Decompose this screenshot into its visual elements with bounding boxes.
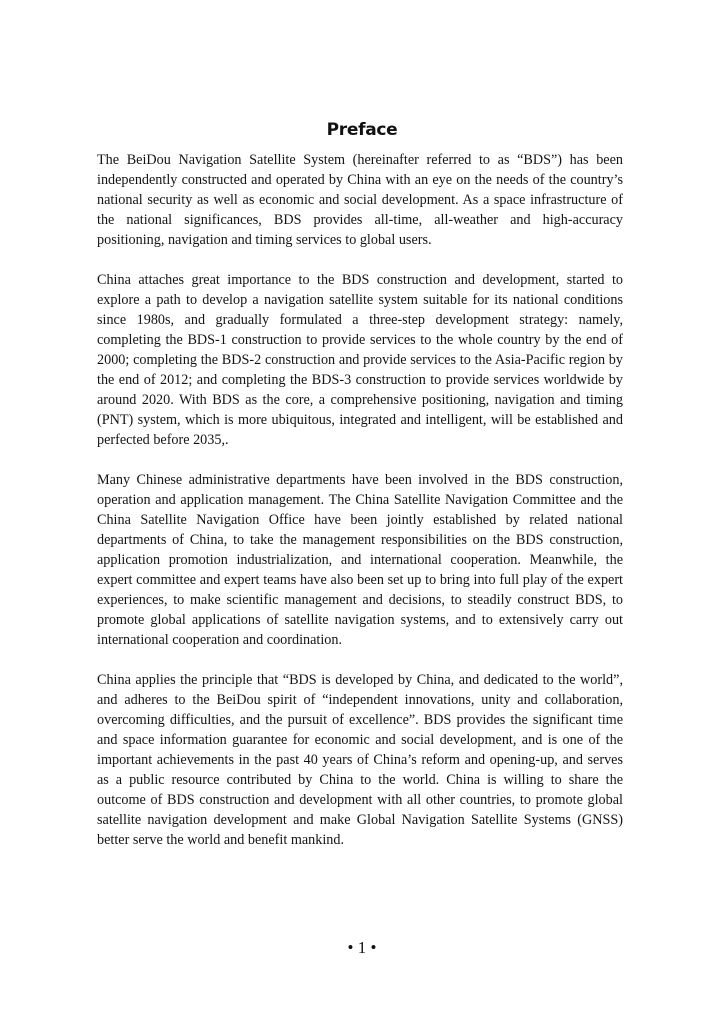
page-title: Preface: [326, 120, 398, 140]
page-number: • 1 •: [347, 938, 377, 957]
paragraph-intro: The BeiDou Navigation Satellite System (hereinafter referred to as “BDS”) has been independently constructed and operated by China with an eye on the needs of the country’s national security as well as economic and social development. As a space infrastructure of the national significances, BDS provides all-time, all-weather and high-accuracy positioning, navigation and timing services to global users.: [97, 152, 623, 248]
document-body: [97, 150, 623, 870]
paragraph-principle: China applies the principle that “BDS is developed by China, and dedicated to the world”, and adheres to the BeiDou spirit of “independent innovations, unity and collaboration, overcoming difficulties, and the pursuit of excellence”. BDS provides the significant time and space information guarantee for economic and social development, and is one of the important achievements in the past 40 years of China’s reform and opening-up, and serves as a public resource contributed by China to the world. China is willing to share the outcome of BDS construction and development with all other countries, to promote global satellite navigation development and make Global Navigation Satellite Systems (GNSS) better serve the world and benefit mankind.: [97, 672, 623, 848]
paragraph-development-strategy: China attaches great importance to the BDS construction and development, started to explore a path to develop a navigation satellite system suitable for its national conditions since 1980s, and gradually formulated a three-step development strategy: namely, completing the BDS-1 construction to provide services to the whole country by the end of 2000; completing the BDS-2 construction and provide services to the Asia-Pacific region by the end of 2012; and completing the BDS-3 construction to provide services worldwide by around 2020. With BDS as the core, a comprehensive positioning, navigation and timing (PNT) system, which is more ubiquitous, integrated and intelligent, will be established and perfected before 2035,.: [97, 272, 623, 448]
paragraph-administration: Many Chinese administrative departments have been involved in the BDS construction, operation and application management. The China Satellite Navigation Committee and the China Satellite Navigation Office have been jointly established by related national departments of China, to take the management responsibilities on the BDS construction, application promotion industrialization, and international cooperation. Meanwhile, the expert committee and expert teams have also been set up to bring into full play of the expert experiences, to make scientific management and decisions, to steadily construct BDS, to promote global applications of satellite navigation systems, and to extensively carry out international cooperation and coordination.: [97, 472, 623, 648]
